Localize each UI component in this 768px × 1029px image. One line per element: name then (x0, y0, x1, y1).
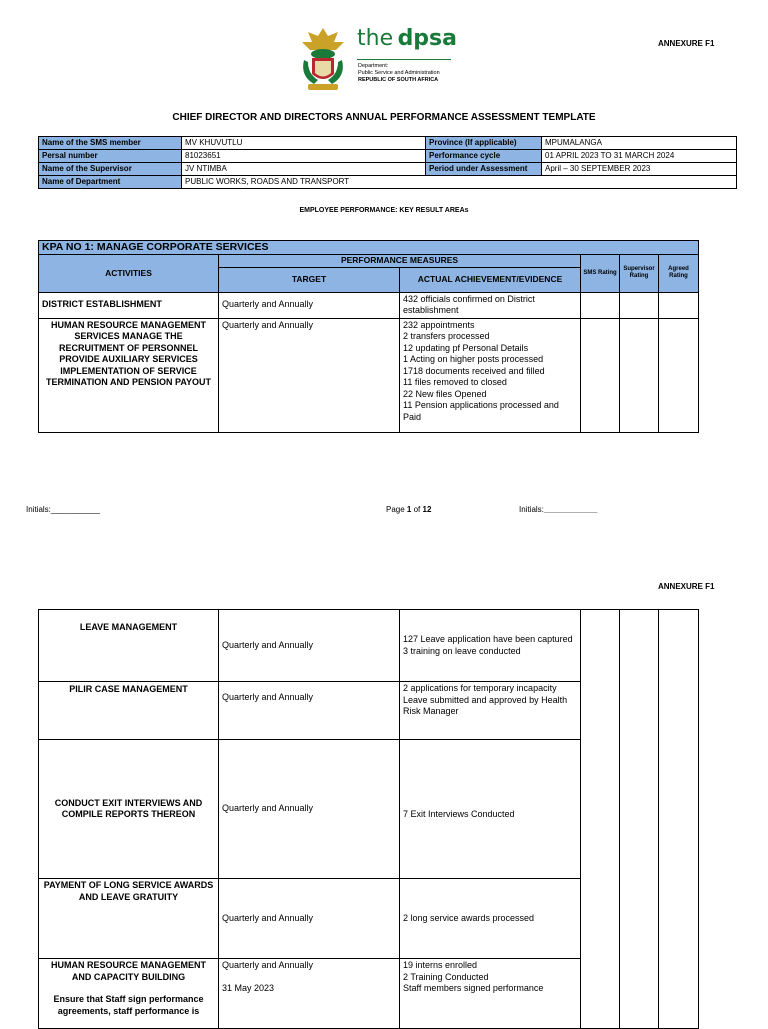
logo-subtitle (358, 63, 440, 84)
actual-line: 1718 documents received and filled (403, 365, 545, 376)
logo-dpsa: dpsa (397, 26, 457, 51)
persal-label: Persal number (39, 150, 182, 163)
logo-the: the (357, 26, 394, 51)
actual-line: 127 Leave application have been captured (403, 634, 573, 644)
target-header: TARGET (219, 267, 400, 292)
period-label: Period under Assessment (426, 163, 542, 176)
actual-cell (400, 610, 581, 682)
document-title: CHIEF DIRECTOR AND DIRECTORS ANNUAL PERFORMANCE ASSESSMENT TEMPLATE (172, 112, 596, 123)
target-cell: Quarterly and Annually (219, 740, 400, 879)
actual-cell: 432 officials confirmed on District establishment (400, 292, 581, 318)
logo-line2: Public Service and Administration (358, 70, 440, 76)
page-prefix: Page (386, 505, 405, 514)
persal-value: 81023651 (182, 150, 426, 163)
name-value: MV KHUVUTLU (182, 137, 426, 150)
page-total: 12 (422, 505, 432, 514)
period-value: April – 30 SEPTEMBER 2023 (542, 163, 737, 176)
dept-value: PUBLIC WORKS, ROADS AND TRANSPORT (182, 176, 737, 189)
target-cell: Quarterly and Annually (219, 292, 400, 318)
actual-header: ACTUAL ACHIEVEMENT/EVIDENCE (400, 267, 581, 292)
agreed-rating-header: Agreed Rating (659, 255, 699, 293)
annexure-label-page2: ANNEXURE F1 (658, 582, 715, 591)
dept-label: Name of Department (39, 176, 182, 189)
table-row (39, 318, 699, 432)
activity-text: HUMAN RESOURCE MANAGEMENT SERVICES MANAGE THE RECRUITMENT OF PERSONNEL PROVIDE AUXILIARY SERVICES IMPLEMENTATION OF SERVICE TERMINATION AND PENSION PAYOUT (45, 319, 211, 387)
actual-line: 1 Acting on higher posts processed (403, 354, 544, 364)
actual-line: 19 interns enrolled (403, 960, 478, 970)
province-label: Province (If applicable) (426, 137, 542, 150)
cycle-value: 01 APRIL 2023 TO 31 MARCH 2024 (542, 150, 737, 163)
activity-cell: DISTRICT ESTABLISHMENT (39, 292, 219, 318)
kra-heading: EMPLOYEE PERFORMANCE: KEY RESULT AREAs (299, 207, 469, 214)
activity-text: HUMAN RESOURCE MANAGEMENT AND CAPACITY BUILDING (51, 960, 206, 982)
target-cell: Quarterly and Annually (219, 610, 400, 682)
target-line-2: 31 May 2023 (222, 982, 275, 993)
actual-line: 11 files removed to closed (403, 377, 507, 387)
table-row (39, 292, 699, 318)
initials-right (519, 505, 597, 514)
activity-cell: PAYMENT OF LONG SERVICE AWARDS AND LEAVE GRATUITY (39, 879, 219, 959)
actual-line: 12 updating pf Personal Details (403, 342, 529, 353)
activity-cell (39, 318, 219, 432)
table-row (39, 610, 699, 682)
page-of: of (413, 505, 421, 514)
target-cell (219, 959, 400, 1029)
actual-line: 22 New files Opened (403, 388, 487, 399)
name-label: Name of the SMS member (39, 137, 182, 150)
kpa-table (38, 240, 699, 433)
kpa-title: KPA NO 1: MANAGE CORPORATE SERVICES (39, 241, 699, 255)
member-info-table (38, 136, 737, 189)
actual-cell (400, 959, 581, 1029)
activity-text-2: Ensure that Staff sign performance agreements, staff performance is (53, 994, 204, 1016)
page-num: 1 (406, 505, 412, 514)
actual-cell: 2 applications for temporary incapacity Leave submitted and approved by Health Risk Manager (400, 682, 581, 740)
initials-right-line: ____________ (543, 505, 598, 514)
activities-header: ACTIVITIES (39, 255, 219, 293)
actual-cell (400, 318, 581, 432)
logo-wordmark (357, 26, 457, 51)
annexure-label: ANNEXURE F1 (658, 39, 715, 48)
page-number (386, 505, 431, 514)
actual-line: 3 training on leave conducted (403, 645, 521, 656)
actual-line: 11 Pension applications processed and Paid (403, 400, 559, 422)
province-value: MPUMALANGA (542, 137, 737, 150)
coat-of-arms-logo (298, 26, 348, 94)
measures-header: PERFORMANCE MEASURES (219, 255, 581, 268)
target-line: Quarterly and Annually (222, 960, 314, 970)
actual-line: 2 Training Conducted (403, 971, 489, 982)
target-cell: Quarterly and Annually (219, 318, 400, 432)
kpa-table-continued (38, 609, 699, 1029)
actual-line: 232 appointments (403, 319, 475, 330)
actual-cell: 2 long service awards processed (400, 879, 581, 959)
initials-right-label: Initials: (519, 505, 544, 514)
target-cell: Quarterly and Annually (219, 879, 400, 959)
activity-cell: CONDUCT EXIT INTERVIEWS AND COMPILE REPORTS THEREON (39, 740, 219, 879)
actual-line: 2 transfers processed (403, 331, 490, 341)
initials-left: Initials:___________ (26, 505, 100, 514)
activity-cell: LEAVE MANAGEMENT (39, 610, 219, 682)
logo-divider (357, 59, 451, 60)
cycle-label: Performance cycle (426, 150, 542, 163)
actual-line: Staff members signed performance (403, 983, 544, 993)
supervisor-rating-header: Supervisor Rating (620, 255, 659, 293)
target-cell: Quarterly and Annually (219, 682, 400, 740)
sms-rating-header: SMS Rating (581, 255, 620, 293)
supervisor-label: Name of the Supervisor (39, 163, 182, 176)
activity-cell (39, 959, 219, 1029)
activity-cell: PILIR CASE MANAGEMENT (39, 682, 219, 740)
logo-line3: REPUBLIC OF SOUTH AFRICA (358, 77, 439, 83)
logo-line1: Department: (358, 63, 389, 69)
actual-cell: 7 Exit Interviews Conducted (400, 740, 581, 879)
supervisor-value: JV NTIMBA (182, 163, 426, 176)
